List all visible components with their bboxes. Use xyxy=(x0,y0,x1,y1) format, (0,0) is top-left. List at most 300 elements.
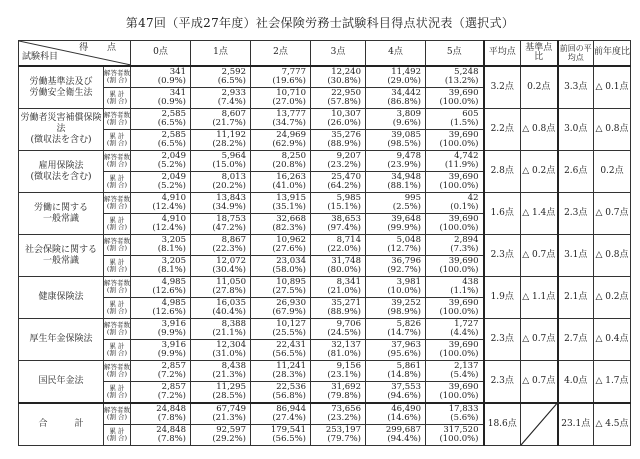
vs-standard xyxy=(521,66,558,109)
answer-cell-4pt xyxy=(366,66,426,88)
percentage: (30.4%) xyxy=(212,265,246,275)
count: 179,541 xyxy=(270,424,306,435)
count: 39,690 xyxy=(448,297,479,308)
cumulative-cell-3pt xyxy=(311,214,366,235)
average-score xyxy=(484,109,521,151)
count: 35,271 xyxy=(331,297,361,308)
percentage: (34.9%) xyxy=(212,202,246,212)
cumulative-cell-4pt xyxy=(366,425,426,446)
subject-name-line: 労働者災害補償保険法 xyxy=(20,113,102,134)
average-score xyxy=(484,193,521,235)
prev-average-value: 3.1点 xyxy=(564,249,588,260)
percentage: (88.1%) xyxy=(387,181,421,191)
ratio-label-text: (割 合) xyxy=(106,223,128,231)
vs-standard xyxy=(521,361,558,404)
subject-name xyxy=(19,361,104,404)
answer-label-text: 解答者数 xyxy=(104,320,130,329)
prev-average xyxy=(558,361,594,404)
count: 299,687 xyxy=(385,424,421,435)
ratio-label-text: (割 合) xyxy=(106,391,128,399)
cumulative-cell-4pt xyxy=(366,298,426,319)
percentage: (97.4%) xyxy=(327,223,361,233)
average-score-value: 2.8点 xyxy=(490,165,514,176)
percentage: (34.7%) xyxy=(272,118,306,128)
percentage: (6.5%) xyxy=(217,76,246,86)
answer-cell-4pt xyxy=(366,193,426,214)
percentage: (2.5%) xyxy=(392,202,421,212)
count: 341 xyxy=(169,66,186,77)
table-row xyxy=(19,151,631,172)
ratio-label-text: (割 合) xyxy=(106,349,128,357)
count: 3,809 xyxy=(396,108,421,119)
count: 34,442 xyxy=(391,87,421,98)
answer-cell-3pt xyxy=(311,66,366,88)
percentage: (7.4%) xyxy=(217,97,246,107)
cumulative-cell-5pt xyxy=(426,256,484,277)
percentage: (56.5%) xyxy=(272,349,306,359)
percentage: (4.4%) xyxy=(450,328,479,338)
cumulative-cell-4pt xyxy=(366,214,426,235)
percentage: (14.6%) xyxy=(387,413,421,423)
vs-prev-year-value: △ 0.7点 xyxy=(595,207,629,218)
answer-label xyxy=(104,151,131,172)
percentage: (88.9%) xyxy=(327,139,361,149)
percentage: (14.7%) xyxy=(387,328,421,338)
answer-label xyxy=(104,403,131,425)
average-score xyxy=(484,277,521,319)
count: 11,192 xyxy=(216,129,246,140)
subject-name-line: 健康保険法 xyxy=(38,292,84,302)
count: 31,692 xyxy=(331,381,361,392)
answer-cell-5pt xyxy=(426,193,484,214)
average-score-value: 2.3点 xyxy=(490,333,514,344)
percentage: (10.0%) xyxy=(387,286,421,296)
count: 22,536 xyxy=(276,381,306,392)
cumulative-cell-1pt xyxy=(191,340,251,361)
col-0pt: 0点 xyxy=(131,41,191,67)
cumulative-cell-1pt xyxy=(191,172,251,193)
answer-cell-3pt xyxy=(311,109,366,130)
cumulative-cell-0pt xyxy=(131,298,191,319)
percentage: (29.0%) xyxy=(387,76,421,86)
cumulative-label xyxy=(104,88,131,109)
cumulative-label xyxy=(104,298,131,319)
count: 39,690 xyxy=(448,129,479,140)
vs-prev-year xyxy=(594,193,631,235)
count: 22,950 xyxy=(331,87,361,98)
col-1pt: 1点 xyxy=(191,41,251,67)
vs-prev-year xyxy=(594,277,631,319)
ratio-label-text: (割 合) xyxy=(106,307,128,315)
subject-name-line: 労働に関する xyxy=(33,202,88,213)
cumulative-label-text: 累 計 xyxy=(109,173,125,182)
percentage: (23.9%) xyxy=(387,160,421,170)
answer-cell-2pt xyxy=(251,277,311,298)
answer-label xyxy=(104,235,131,256)
percentage: (86.8%) xyxy=(387,97,421,107)
average-score-value: 2.2点 xyxy=(490,123,514,134)
answer-label-text: 解答者数 xyxy=(104,110,130,119)
subject-name-line: 一般常識 xyxy=(42,213,79,224)
answer-label xyxy=(104,193,131,214)
corner-header xyxy=(19,41,131,67)
percentage: (94.4%) xyxy=(387,434,421,444)
count: 10,710 xyxy=(276,87,306,98)
percentage: (28.2%) xyxy=(212,139,246,149)
percentage: (100.0%) xyxy=(439,265,479,275)
percentage: (98.9%) xyxy=(387,307,421,317)
count: 2,857 xyxy=(161,381,186,392)
percentage: (58.0%) xyxy=(272,265,306,275)
count: 39,085 xyxy=(391,129,421,140)
percentage: (99.9%) xyxy=(387,223,421,233)
count: 4,985 xyxy=(161,297,186,308)
percentage: (7.8%) xyxy=(157,413,186,423)
percentage: (9.9%) xyxy=(157,328,186,338)
cumulative-label-text: 累 計 xyxy=(109,299,125,308)
subject-name-line: 労働安全衛生法 xyxy=(29,87,93,98)
cumulative-label xyxy=(104,172,131,193)
cumulative-cell-4pt xyxy=(366,340,426,361)
answer-label-text: 解答者数 xyxy=(104,68,130,77)
percentage: (0.9%) xyxy=(157,97,186,107)
answer-cell-3pt xyxy=(311,277,366,298)
count: 9,207 xyxy=(336,150,361,161)
count: 16,263 xyxy=(276,171,306,182)
percentage: (25.5%) xyxy=(272,328,306,338)
percentage: (100.0%) xyxy=(439,434,479,444)
percentage: (1.1%) xyxy=(450,286,479,296)
percentage: (56.8%) xyxy=(272,391,306,401)
col-prev-average: 前回の平均点 xyxy=(558,41,594,67)
cumulative-cell-5pt xyxy=(426,382,484,404)
ratio-label-text: (割 合) xyxy=(106,118,128,126)
answer-cell-4pt xyxy=(366,319,426,340)
percentage: (7.3%) xyxy=(450,244,479,254)
cumulative-label-text: 累 計 xyxy=(109,131,125,140)
cumulative-cell-5pt xyxy=(426,425,484,446)
count: 18,753 xyxy=(216,213,246,224)
answer-cell-3pt xyxy=(311,361,366,382)
subject-name-line: 合 計 xyxy=(38,419,84,429)
cumulative-cell-0pt xyxy=(131,130,191,151)
cumulative-cell-3pt xyxy=(311,298,366,319)
vs-standard-value: △ 0.7点 xyxy=(522,375,556,386)
cumulative-label xyxy=(104,340,131,361)
answer-cell-1pt xyxy=(191,151,251,172)
answer-cell-0pt xyxy=(131,193,191,214)
vs-prev-year xyxy=(594,66,631,109)
subject-name-line: 雇用保険法 xyxy=(38,160,84,171)
answer-cell-0pt xyxy=(131,277,191,298)
cumulative-label-text: 累 計 xyxy=(109,383,125,392)
answer-cell-0pt xyxy=(131,109,191,130)
count: 9,478 xyxy=(396,150,421,161)
ratio-label-text: (割 合) xyxy=(106,139,128,147)
percentage: (6.5%) xyxy=(157,139,186,149)
count: 32,137 xyxy=(331,339,361,350)
percentage: (26.0%) xyxy=(327,118,361,128)
cumulative-cell-1pt xyxy=(191,382,251,404)
average-score-value: 18.6点 xyxy=(487,418,517,429)
count: 38,653 xyxy=(331,213,361,224)
cumulative-cell-5pt xyxy=(426,340,484,361)
cumulative-cell-1pt xyxy=(191,214,251,235)
ratio-label-text: (割 合) xyxy=(106,370,128,378)
percentage: (47.2%) xyxy=(212,223,246,233)
answer-cell-5pt xyxy=(426,319,484,340)
answer-cell-4pt xyxy=(366,277,426,298)
count: 2,894 xyxy=(454,234,479,245)
vs-standard-value: △ 0.7点 xyxy=(522,333,556,344)
vs-prev-year xyxy=(594,361,631,404)
count: 16,035 xyxy=(216,297,246,308)
count: 12,240 xyxy=(331,66,361,77)
cumulative-cell-0pt xyxy=(131,88,191,109)
subject-name-line: 社会保険に関する xyxy=(24,244,97,255)
prev-average-value: 2.1点 xyxy=(564,291,588,302)
count: 9,706 xyxy=(336,318,361,329)
percentage: (7.2%) xyxy=(157,391,186,401)
prev-average xyxy=(558,403,594,446)
count: 25,470 xyxy=(331,171,361,182)
percentage: (20.8%) xyxy=(272,160,306,170)
count: 4,742 xyxy=(454,150,479,161)
cumulative-cell-4pt xyxy=(366,88,426,109)
percentage: (5.6%) xyxy=(450,413,479,423)
cumulative-cell-0pt xyxy=(131,425,191,446)
answer-cell-3pt xyxy=(311,151,366,172)
percentage: (8.1%) xyxy=(157,244,186,254)
answer-cell-2pt xyxy=(251,361,311,382)
answer-cell-4pt xyxy=(366,109,426,130)
vs-standard xyxy=(521,235,558,277)
vs-standard-value: △ 1.1点 xyxy=(522,291,556,302)
subject-name-line: (徴収法を含む) xyxy=(30,135,92,145)
answer-cell-3pt xyxy=(311,319,366,340)
percentage: (62.9%) xyxy=(272,139,306,149)
percentage: (57.8%) xyxy=(327,97,361,107)
percentage: (88.9%) xyxy=(327,307,361,317)
cumulative-cell-5pt xyxy=(426,130,484,151)
percentage: (28.5%) xyxy=(212,391,246,401)
percentage: (12.6%) xyxy=(152,307,186,317)
percentage: (14.8%) xyxy=(387,370,421,380)
answer-cell-2pt xyxy=(251,403,311,425)
percentage: (100.0%) xyxy=(439,223,479,233)
answer-cell-4pt xyxy=(366,235,426,256)
percentage: (81.0%) xyxy=(327,349,361,359)
percentage: (12.4%) xyxy=(152,202,186,212)
cumulative-cell-0pt xyxy=(131,382,191,404)
percentage: (15.1%) xyxy=(327,202,361,212)
document-title: 第47回（平成27年度）社会保険労務士試験科目得点状況表（選択式） xyxy=(125,16,515,30)
percentage: (12.6%) xyxy=(152,286,186,296)
percentage: (7.8%) xyxy=(157,434,186,444)
percentage: (27.6%) xyxy=(272,244,306,254)
cumulative-cell-5pt xyxy=(426,172,484,193)
percentage: (0.9%) xyxy=(157,76,186,86)
cumulative-label xyxy=(104,382,131,404)
percentage: (15.0%) xyxy=(212,160,246,170)
subject-name xyxy=(19,151,104,193)
ratio-label-text: (割 合) xyxy=(106,181,128,189)
count: 10,895 xyxy=(276,276,306,287)
answer-cell-2pt xyxy=(251,109,311,130)
count: 317,520 xyxy=(443,424,479,435)
col-vs-standard: 基準点比 xyxy=(521,41,558,67)
average-score xyxy=(484,319,521,361)
cumulative-label xyxy=(104,130,131,151)
cumulative-cell-2pt xyxy=(251,382,311,404)
count: 10,127 xyxy=(276,318,306,329)
cumulative-cell-0pt xyxy=(131,214,191,235)
cumulative-cell-5pt xyxy=(426,88,484,109)
percentage: (40.4%) xyxy=(212,307,246,317)
count: 4,910 xyxy=(161,192,186,203)
percentage: (100.0%) xyxy=(439,391,479,401)
score-label: 得 点 xyxy=(79,43,124,53)
col-vs-prev-year: 前年度比 xyxy=(594,41,631,67)
percentage: (100.0%) xyxy=(439,97,479,107)
vs-prev-year-value: △ 0.8点 xyxy=(595,123,629,134)
count: 5,048 xyxy=(396,234,421,245)
cumulative-cell-2pt xyxy=(251,425,311,446)
count: 42 xyxy=(467,192,479,203)
average-score xyxy=(484,361,521,404)
answer-cell-5pt xyxy=(426,277,484,298)
cumulative-cell-2pt xyxy=(251,130,311,151)
vs-prev-year-value: △ 0.2点 xyxy=(595,291,629,302)
count: 67,749 xyxy=(216,403,246,414)
percentage: (27.4%) xyxy=(272,413,306,423)
prev-average-value: 2.7点 xyxy=(564,333,588,344)
table-row xyxy=(19,277,631,298)
vs-standard-value: 0.2点 xyxy=(527,81,551,92)
table-row xyxy=(19,319,631,340)
count: 12,072 xyxy=(216,255,246,266)
percentage: (22.0%) xyxy=(327,244,361,254)
vs-standard-value: △ 0.2点 xyxy=(522,165,556,176)
col-average: 平均点 xyxy=(484,41,521,67)
ratio-label-text: (割 合) xyxy=(106,328,128,336)
count: 3,916 xyxy=(161,318,186,329)
answer-cell-0pt xyxy=(131,151,191,172)
answer-cell-2pt xyxy=(251,235,311,256)
subject-name xyxy=(19,319,104,361)
percentage: (9.9%) xyxy=(157,349,186,359)
subject-name-line: 一般常識 xyxy=(42,255,79,266)
table-row xyxy=(19,361,631,382)
count: 3,916 xyxy=(161,339,186,350)
answer-cell-1pt xyxy=(191,193,251,214)
vs-standard-value: △ 0.8点 xyxy=(522,123,556,134)
subject-name-line: 労働基準法及び xyxy=(29,76,93,87)
vs-prev-year-value: 0.2点 xyxy=(600,165,624,176)
answer-cell-5pt xyxy=(426,151,484,172)
prev-average xyxy=(558,277,594,319)
answer-label xyxy=(104,361,131,382)
vs-standard xyxy=(521,193,558,235)
count: 32,668 xyxy=(276,213,306,224)
cumulative-cell-0pt xyxy=(131,172,191,193)
prev-average xyxy=(558,319,594,361)
answer-label xyxy=(104,66,131,88)
answer-cell-1pt xyxy=(191,319,251,340)
ratio-label-text: (割 合) xyxy=(106,76,128,84)
subject-label: 試験科目 xyxy=(22,51,59,62)
count: 26,930 xyxy=(276,297,306,308)
percentage: (0.1%) xyxy=(450,202,479,212)
vs-prev-year-value: △ 1.7点 xyxy=(595,375,629,386)
answer-cell-5pt xyxy=(426,66,484,88)
count: 1,727 xyxy=(454,318,479,329)
percentage: (19.6%) xyxy=(272,76,306,86)
count: 8,867 xyxy=(221,234,246,245)
percentage: (9.6%) xyxy=(392,118,421,128)
count: 24,969 xyxy=(276,129,306,140)
percentage: (100.0%) xyxy=(439,349,479,359)
header-row xyxy=(19,41,631,67)
answer-cell-1pt xyxy=(191,235,251,256)
cumulative-cell-1pt xyxy=(191,130,251,151)
answer-cell-1pt xyxy=(191,277,251,298)
count: 35,276 xyxy=(331,129,361,140)
count: 8,013 xyxy=(221,171,246,182)
count: 2,585 xyxy=(161,108,186,119)
count: 39,252 xyxy=(391,297,421,308)
count: 3,205 xyxy=(161,234,186,245)
count: 22,431 xyxy=(276,339,306,350)
prev-average xyxy=(558,109,594,151)
percentage: (30.8%) xyxy=(327,76,361,86)
answer-cell-1pt xyxy=(191,66,251,88)
answer-cell-0pt xyxy=(131,319,191,340)
cumulative-cell-2pt xyxy=(251,172,311,193)
percentage: (24.5%) xyxy=(327,328,361,338)
vs-standard-value: △ 1.4点 xyxy=(522,207,556,218)
subject-name-line: (徴収法を含む) xyxy=(30,171,92,182)
ratio-label-text: (割 合) xyxy=(106,413,128,421)
answer-label-text: 解答者数 xyxy=(104,194,130,203)
cumulative-cell-1pt xyxy=(191,298,251,319)
percentage: (100.0%) xyxy=(439,181,479,191)
percentage: (23.2%) xyxy=(327,413,361,423)
percentage: (67.9%) xyxy=(272,307,306,317)
percentage: (92.7%) xyxy=(387,265,421,275)
answer-label-text: 解答者数 xyxy=(104,278,130,287)
table-row xyxy=(19,66,631,88)
count: 605 xyxy=(462,108,479,119)
count: 86,944 xyxy=(276,403,306,414)
count: 39,690 xyxy=(448,255,479,266)
cumulative-cell-0pt xyxy=(131,340,191,361)
subject-name xyxy=(19,109,104,151)
vs-prev-year xyxy=(594,403,631,446)
count: 11,295 xyxy=(216,381,246,392)
count: 9,156 xyxy=(336,360,361,371)
answer-cell-4pt xyxy=(366,403,426,425)
count: 8,607 xyxy=(221,108,246,119)
table-row xyxy=(19,403,631,425)
ratio-label-text: (割 合) xyxy=(106,244,128,252)
subject-name-line: 厚生年金保険法 xyxy=(29,334,93,344)
vs-prev-year-value: △ 0.4点 xyxy=(595,333,629,344)
count: 2,592 xyxy=(221,66,246,77)
percentage: (21.0%) xyxy=(327,286,361,296)
table-row xyxy=(19,235,631,256)
count: 5,826 xyxy=(396,318,421,329)
